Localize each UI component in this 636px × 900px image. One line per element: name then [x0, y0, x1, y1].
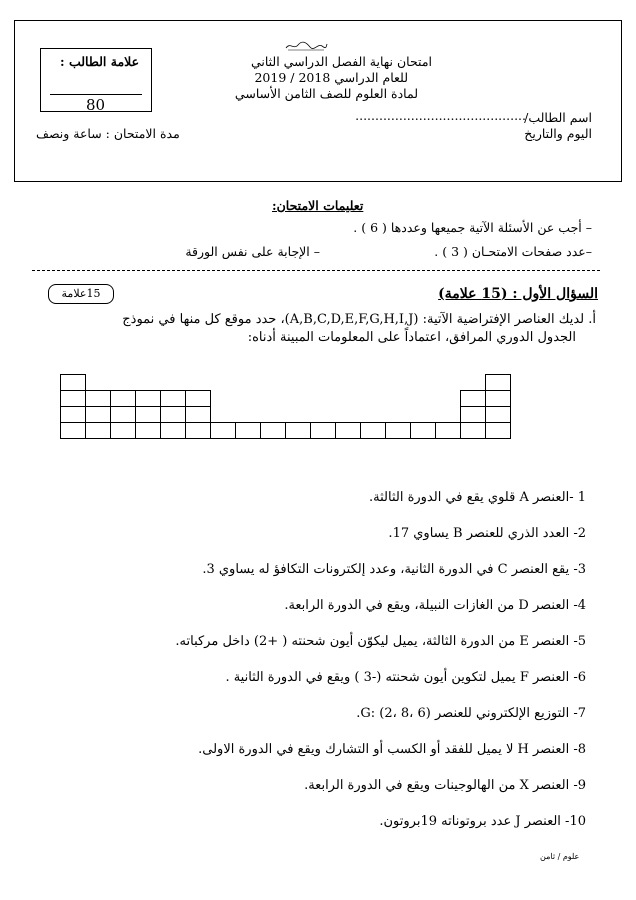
- pt-cell[interactable]: [61, 407, 86, 423]
- pt-cell[interactable]: [136, 407, 161, 423]
- pt-cell[interactable]: [436, 423, 461, 439]
- pt-cell[interactable]: [461, 423, 486, 439]
- pt-cell[interactable]: [336, 423, 361, 439]
- pt-cell[interactable]: [211, 423, 236, 439]
- pt-cell[interactable]: [286, 423, 311, 439]
- subject-line: لمادة العلوم للصف الثامن الأساسي: [234, 86, 418, 101]
- pt-cell[interactable]: [86, 407, 111, 423]
- student-name-field[interactable]: ...........................................: [355, 108, 526, 123]
- pt-cell[interactable]: [111, 407, 136, 423]
- basmala-logo-icon: [284, 40, 328, 52]
- part-a-line-1: أ. لديك العناصر الإفتراضية الآتية: (A,B,C,D,E,F,G,H,I,J)، حدد موقع كل منها في نموذج: [122, 312, 596, 327]
- question-item-7: 7- التوزيع الإلكتروني للعنصر G: (2، 8، 6).: [356, 706, 586, 721]
- exam-duration: مدة الامتحان : ساعة ونصف: [36, 126, 180, 141]
- pt-cell[interactable]: [186, 391, 211, 407]
- instructions-title: تعليمات الامتحان:: [272, 198, 364, 213]
- question-1-title: السؤال الأول : (15 علامة): [438, 286, 598, 302]
- question-item-6: 6- العنصر F يميل لتكوين أيون شحنته (-3 ) ويقع في الدورة الثانية .: [225, 670, 586, 685]
- pt-cell[interactable]: [61, 391, 86, 407]
- pt-cell[interactable]: [86, 391, 111, 407]
- pt-cell[interactable]: [411, 423, 436, 439]
- pt-cell[interactable]: [461, 391, 486, 407]
- question-item-8: 8- العنصر H لا يميل للفقد أو الكسب أو التشارك ويقع في الدورة الاولى.: [198, 742, 586, 757]
- part-a-line-2: الجدول الدوري المرافق، اعتماداً على المعلومات المبينة أدناه:: [247, 330, 576, 345]
- pt-cell[interactable]: [186, 407, 211, 423]
- academic-year: للعام الدراسي 2018 / 2019: [254, 70, 408, 85]
- periodic-table-grid: [60, 374, 511, 439]
- pt-cell[interactable]: [311, 423, 336, 439]
- pt-cell[interactable]: [461, 407, 486, 423]
- grade-total: 80: [86, 96, 106, 114]
- instruction-line-1: – أجب عن الأسئلة الآتية جميعها وعددها ( 6 ) .: [353, 220, 592, 235]
- pt-cell[interactable]: [161, 391, 186, 407]
- pt-cell[interactable]: [111, 423, 136, 439]
- question-item-3: 3- يقع العنصر C في الدورة الثانية، وعدد إلكترونات التكافؤ له يساوي 3.: [202, 562, 586, 577]
- question-item-10: 10- العنصر J عدد بروتوناته 19بروتون.: [379, 814, 586, 829]
- instruction-line-2: –عدد صفحات الامتحـان ( 3 ) .: [434, 244, 592, 259]
- pt-cell[interactable]: [186, 423, 211, 439]
- section-divider: [32, 270, 600, 271]
- pt-cell[interactable]: [236, 423, 261, 439]
- question-item-4: 4- العنصر D من الغازات النبيلة، ويقع في الدورة الرابعة.: [284, 598, 586, 613]
- grade-divider-line: [50, 94, 142, 95]
- question-item-5: 5- العنصر E من الدورة الثالثة، يميل ليكوّن أيون شحنته ( +2) داخل مركباته.: [175, 634, 586, 649]
- pt-cell[interactable]: [86, 423, 111, 439]
- question-item-1: 1 -العنصر A قلوي يقع في الدورة الثالثة.: [369, 490, 586, 505]
- exam-title: امتحان نهاية الفصل الدراسي الثاني: [250, 54, 432, 69]
- date-label: اليوم والتاريخ: [524, 126, 592, 141]
- pt-cell[interactable]: [161, 423, 186, 439]
- pt-cell[interactable]: [61, 375, 86, 391]
- pt-cell[interactable]: [386, 423, 411, 439]
- pt-cell[interactable]: [486, 407, 511, 423]
- footer-note: علوم / ثامن: [540, 852, 580, 861]
- question-item-2: 2- العدد الذري للعنصر B يساوي 17.: [388, 526, 586, 541]
- pt-cell[interactable]: [486, 375, 511, 391]
- pt-cell[interactable]: [361, 423, 386, 439]
- question-item-9: 9- العنصر X من الهالوجينات ويقع في الدورة الرابعة.: [304, 778, 586, 793]
- question-1-mark-box: 15علامة: [48, 284, 114, 304]
- pt-cell[interactable]: [486, 391, 511, 407]
- grade-label: علامة الطالب :: [60, 54, 140, 69]
- pt-cell[interactable]: [61, 423, 86, 439]
- pt-cell[interactable]: [111, 391, 136, 407]
- instruction-line-3: – الإجابة على نفس الورقة: [185, 244, 320, 259]
- pt-cell[interactable]: [136, 391, 161, 407]
- pt-cell[interactable]: [261, 423, 286, 439]
- student-name-label: اسم الطالب/: [524, 110, 592, 125]
- pt-cell[interactable]: [486, 423, 511, 439]
- pt-cell[interactable]: [136, 423, 161, 439]
- pt-cell[interactable]: [161, 407, 186, 423]
